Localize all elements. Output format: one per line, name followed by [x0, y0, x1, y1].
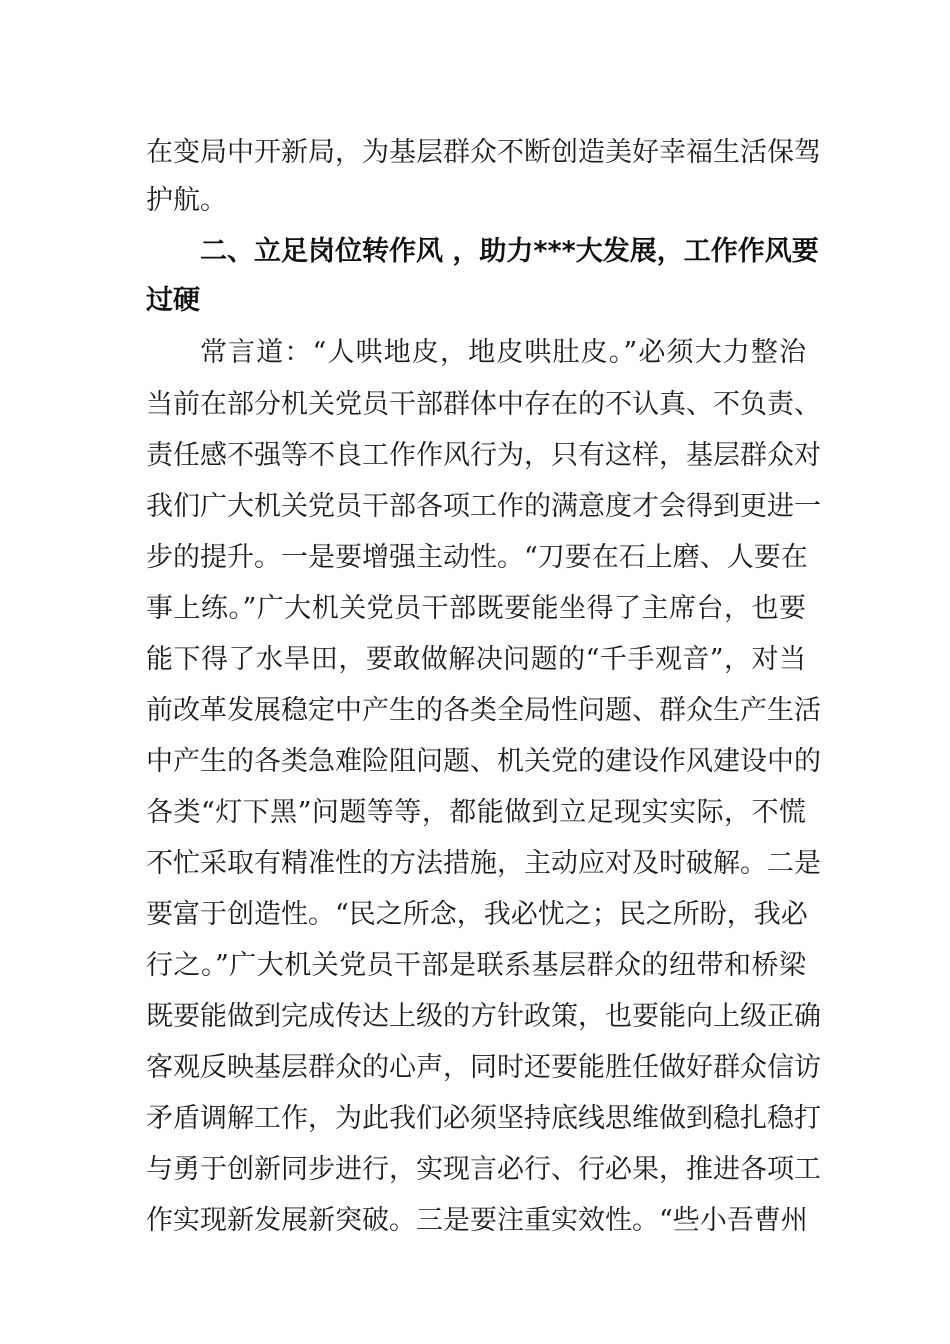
body-text-line: 责任感不强等不良工作作风行为，只有这样，基层群众对 — [146, 440, 821, 471]
body-text-line: 中产生的各类急难险阻问题、机关党的建设作风建设中的 — [146, 746, 821, 777]
body-text-line: 客观反映基层群众的心声，同时还要能胜任做好群众信访 — [146, 1052, 821, 1083]
body-text-line: 护航。 — [146, 185, 227, 216]
body-text-line: 既要能做到完成传达上级的方针政策，也要能向上级正确 — [146, 1001, 821, 1032]
body-text-line: 作实现新发展新突破。三是要注重实效性。“些小吾曹州 — [146, 1205, 808, 1236]
body-text-line: 行之。”广大机关党员干部是联系基层群众的纽带和桥梁 — [146, 950, 806, 981]
body-text-line: 当前在部分机关党员干部群体中存在的不认真、不负责、 — [146, 389, 821, 420]
body-text-line: 能下得了水旱田，要敢做解决问题的“千手观音”，对当 — [146, 644, 806, 675]
body-text-line: 要富于创造性。“民之所念，我必忧之；民之所盼，我必 — [146, 899, 808, 930]
body-text-line: 与勇于创新同步进行，实现言必行、行必果，推进各项工 — [146, 1154, 821, 1185]
body-text-line: 事上练。”广大机关党员干部既要能坐得了主席台，也要 — [146, 593, 806, 624]
body-text-line: 在变局中开新局，为基层群众不断创造美好幸福生活保驾 — [146, 137, 821, 168]
body-text-line: 不忙采取有精准性的方法措施，主动应对及时破解。二是 — [146, 848, 821, 879]
body-text-line: 各类“灯下黑”问题等等，都能做到立足现实实际，不慌 — [146, 797, 806, 828]
body-text-line: 矛盾调解工作，为此我们必须坚持底线思维做到稳扎稳打 — [146, 1103, 821, 1134]
body-text-line: 我们广大机关党员干部各项工作的满意度才会得到更进一 — [146, 491, 821, 522]
body-text-line: 常言道：“人哄地皮，地皮哄肚皮。”必须大力整治 — [200, 337, 806, 368]
body-text-line: 步的提升。一是要增强主动性。“刀要在石上磨、人要在 — [146, 542, 808, 573]
section-heading-line: 二、立足岗位转作风 ，助力***大发展，工作作风要 — [200, 236, 819, 267]
section-heading-line: 过硬 — [146, 285, 200, 316]
body-text-line: 前改革发展稳定中产生的各类全局性问题、群众生产生活 — [146, 695, 821, 726]
